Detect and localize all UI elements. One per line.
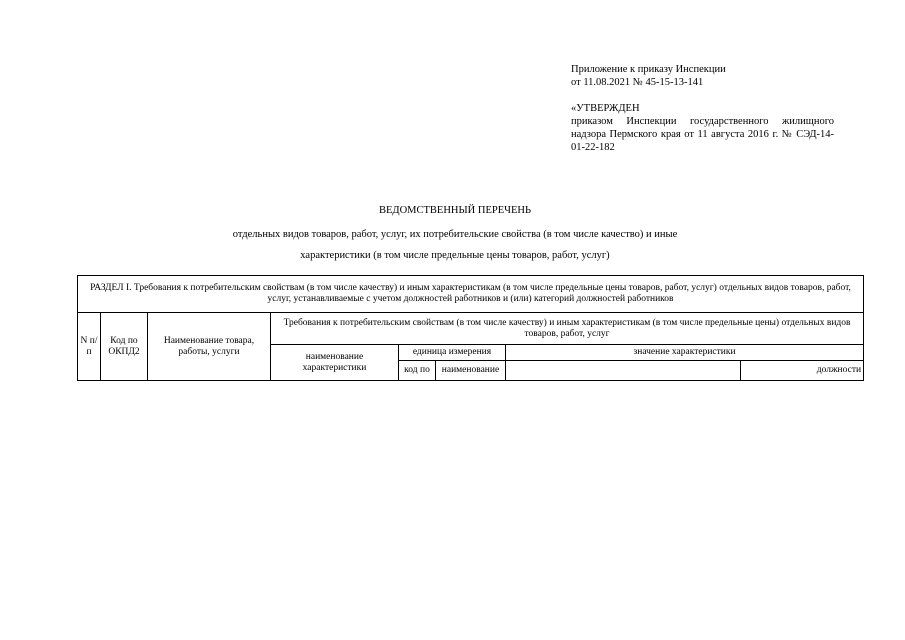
title-line-2: отдельных видов товаров, работ, услуг, их потребительские свойства (в том числе качество) и иные xyxy=(232,229,678,240)
header-characteristic-name: наименование характеристики xyxy=(271,345,399,381)
header-number: N п/п xyxy=(78,313,101,381)
header-positions: должности xyxy=(741,361,864,381)
header-unit-code: код по xyxy=(399,361,436,381)
header-requirements: Требования к потребительским свойствам (в том числе качеству) и иным характеристикам (в том числе предельные цены) отдельных видов товаров, работ, услуг xyxy=(271,313,864,345)
header-unit-name: наименование xyxy=(436,361,506,381)
approval-text: приказом Инспекции государственного жилищного надзора Пермского края от 11 августа 2016 г. № СЭД-14-01-22-182 xyxy=(571,116,834,153)
appendix-line-1: Приложение к приказу Инспекции xyxy=(571,64,726,75)
header-unit: единица измерения xyxy=(399,345,506,361)
title-line-3: характеристики (в том числе предельные цены товаров, работ, услуг) xyxy=(300,250,610,261)
appendix-line-2: от 11.08.2021 № 45-15-13-141 xyxy=(571,77,704,88)
header-value-blank xyxy=(506,361,741,381)
section-title-cell: РАЗДЕЛ I. Требования к потребительским свойствам (в том числе качеству) и иным характеристикам (в том числе предельные цены товаров, работ, услуг) отдельных видов товаров, работ, услуг, устанавливаемые с учетом должностей работников и (или) категорий должностей работников xyxy=(78,276,864,313)
approval-heading: «УТВЕРЖДЕН xyxy=(571,103,640,114)
document-title xyxy=(180,204,730,262)
header-item-name: Наименование товара, работы, услуги xyxy=(148,313,271,381)
title-line-1: ВЕДОМСТВЕННЫЙ ПЕРЕЧЕНЬ xyxy=(379,205,531,216)
appendix-header xyxy=(571,63,851,89)
approval-block xyxy=(571,102,834,154)
header-okpd-code: Код по ОКПД2 xyxy=(101,313,148,381)
requirements-table xyxy=(77,275,864,381)
header-value: значение характеристики xyxy=(506,345,864,361)
